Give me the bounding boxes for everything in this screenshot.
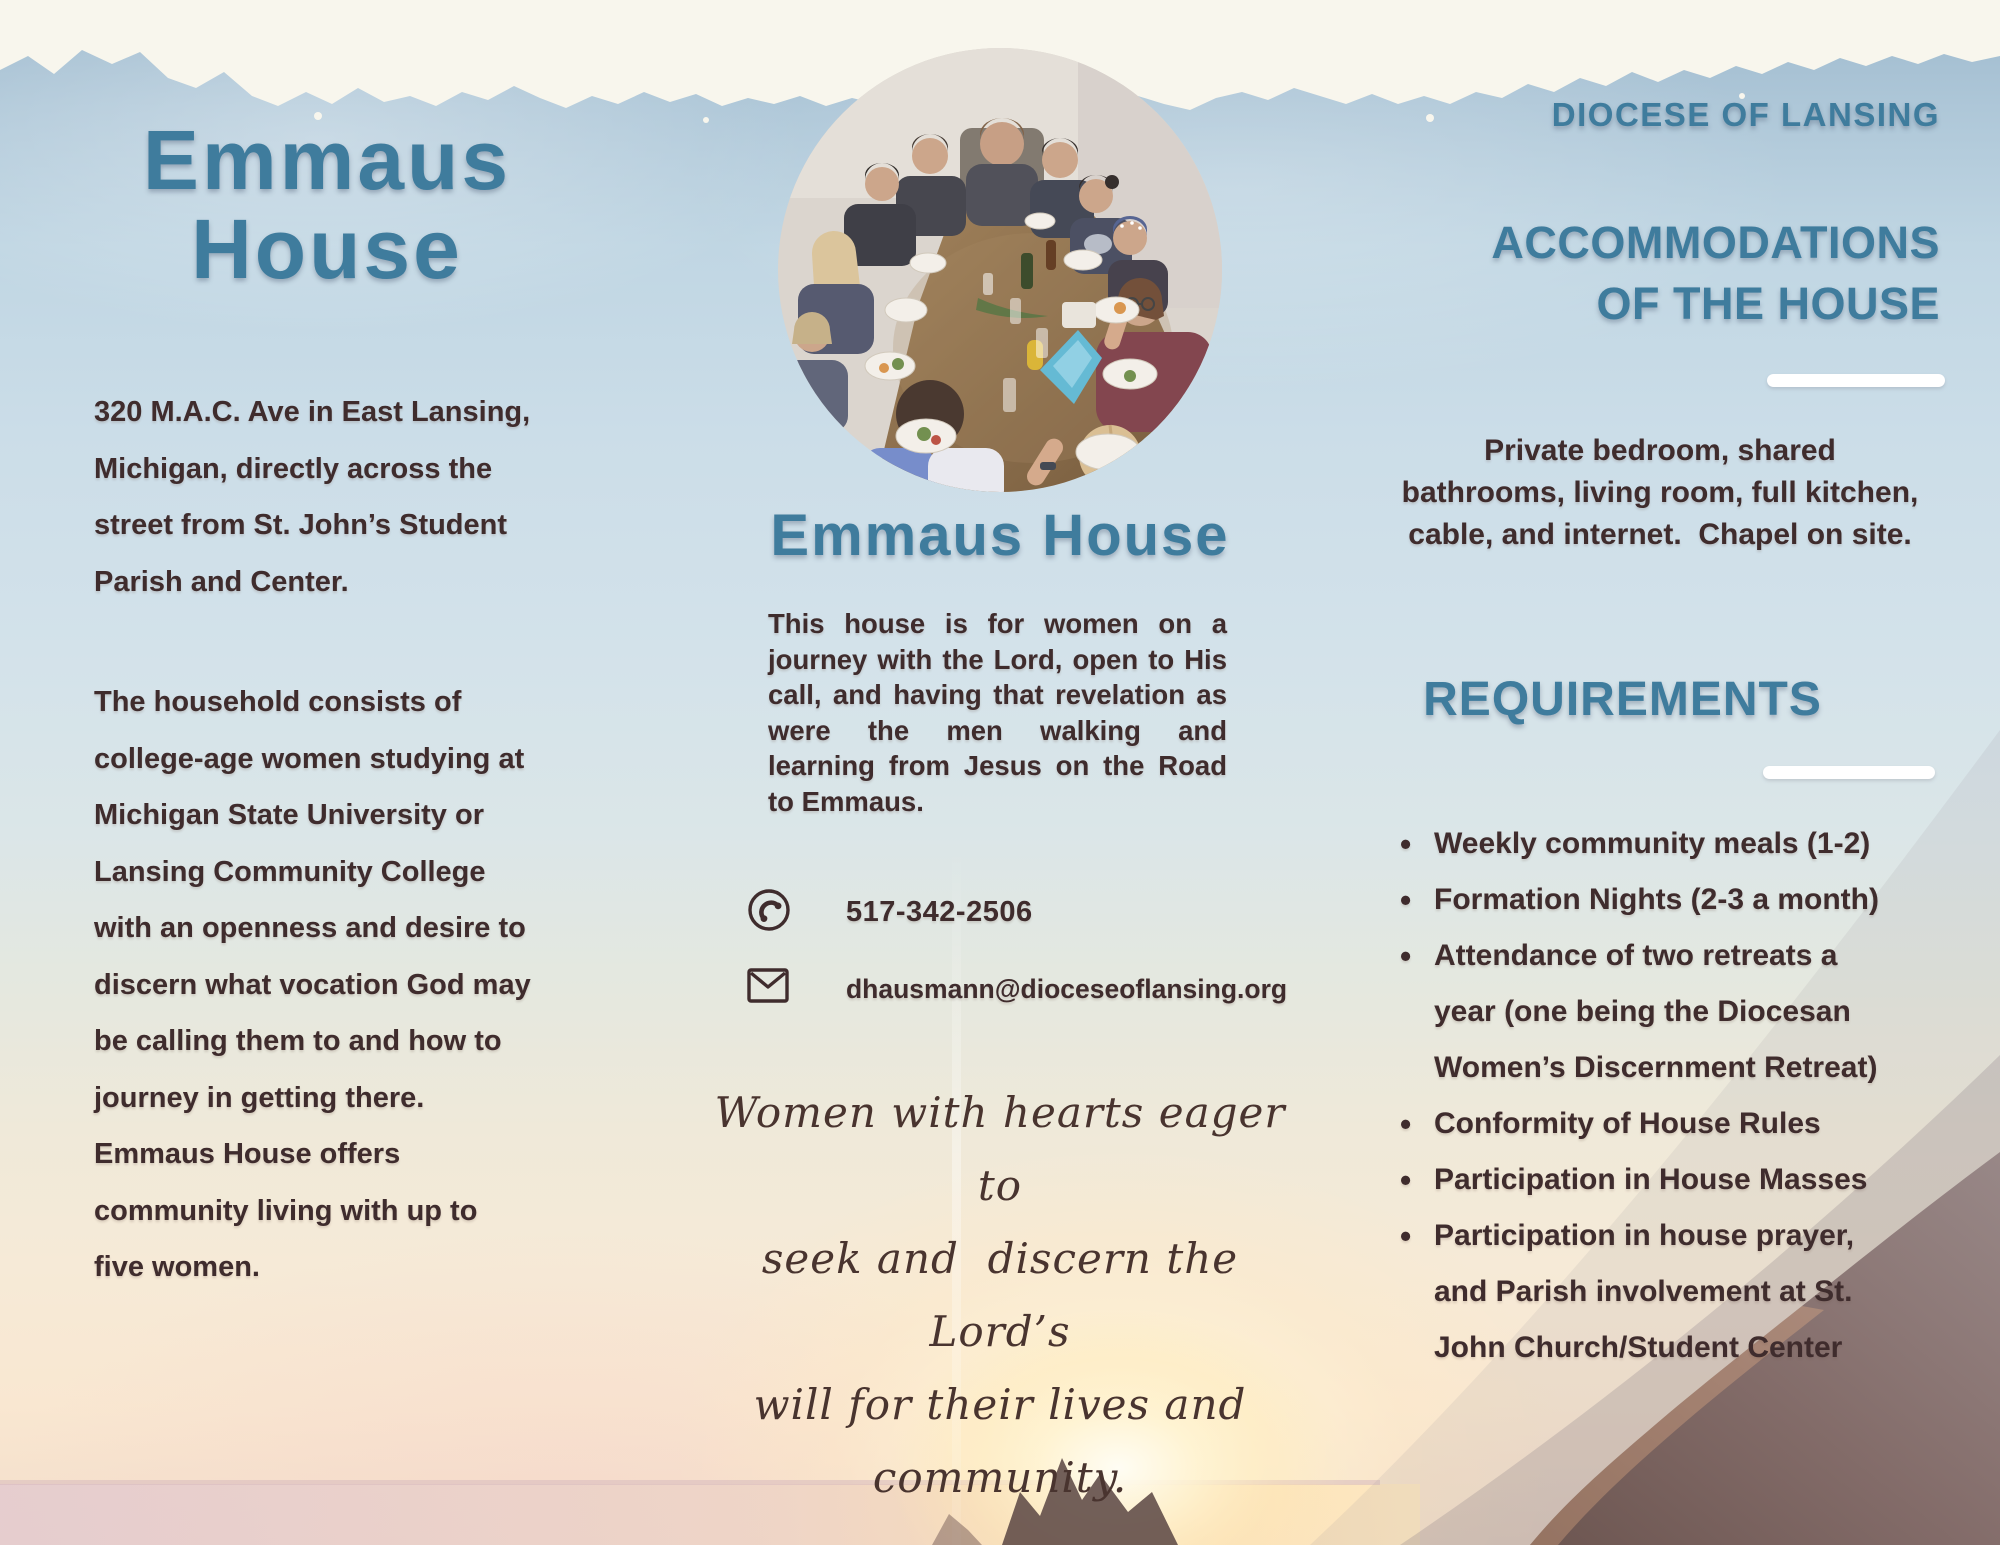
household-line: Emmaus House offers (94, 1138, 401, 1170)
page-title-line: Emmaus (142, 113, 512, 207)
household-line: Lansing Community College (94, 855, 486, 888)
requirement-item: • Formation Nights (2-3 a month) (1392, 872, 1897, 928)
phone-circle-icon (746, 887, 792, 933)
community-dinner-photo-art (778, 48, 1222, 492)
phone-number: 517-342-2506 (846, 896, 1033, 928)
script-quote-line: seek and discern the Lord’s (761, 1234, 1253, 1356)
address-line: Michigan, directly across the (94, 452, 493, 485)
mission-line: This house is for women on a (768, 608, 1227, 639)
mission-line: learning from Jesus on the Road (768, 750, 1227, 782)
divider-requirements (1763, 766, 1935, 779)
accommodations-line: cable, and internet. Chapel on site. (1408, 518, 1912, 551)
email-address: dhausmann@dioceseoflansing.org (846, 974, 1288, 1004)
mission-line: to Emmaus. (768, 785, 924, 817)
script-quote (700, 1076, 1300, 1514)
requirement-item: • Participation in House Masses (1392, 1152, 1897, 1208)
accommodations-line: bathrooms, living room, full kitchen, (1401, 476, 1919, 509)
accommodations-line: Private bedroom, shared (1484, 434, 1836, 467)
requirements-list (1392, 816, 1897, 1376)
address-line: Parish and Center. (94, 565, 349, 598)
requirement-item: • Conformity of House Rules (1392, 1096, 1897, 1152)
mission-line: were the men walking and (768, 714, 1227, 746)
accommodations-heading (1240, 212, 1940, 334)
address-line: 320 M.A.C. Ave in East Lansing, (94, 396, 531, 428)
divider-accommodations (1767, 374, 1945, 387)
mission-paragraph (768, 606, 1227, 820)
household-line: The household consists of (94, 686, 462, 718)
page-title-line: House (191, 202, 463, 296)
mission-line: journey with the Lord, open to His (768, 643, 1227, 675)
accommodations-paragraph (1368, 430, 1952, 556)
household-line: Michigan State University or (94, 799, 484, 831)
household-line: community living with up to (94, 1194, 478, 1227)
household-paragraph (94, 674, 614, 1296)
household-line: college-age women studying at (94, 742, 525, 775)
household-line: journey in getting there. (94, 1081, 425, 1114)
address-line: street from St. John’s Student (94, 509, 508, 541)
envelope-icon (746, 966, 790, 1006)
requirements-heading: REQUIREMENTS (1423, 673, 1822, 726)
diocese-label: DIOCESE OF LANSING (1551, 96, 1940, 133)
script-quote-line: Women with hearts eager to (714, 1088, 1300, 1210)
household-line: discern what vocation God may (94, 968, 531, 1001)
accommodations-heading-line: ACCOMMODATIONS (1491, 217, 1940, 268)
accommodations-heading-line: OF THE HOUSE (1596, 278, 1940, 329)
requirement-item: • Participation in house prayer, and Parish involvement at St. John Church/Student Center (1392, 1208, 1897, 1376)
script-quote-line: will for their lives and (753, 1380, 1247, 1429)
household-line: with an openness and desire to (94, 912, 526, 944)
household-line: be calling them to and how to (94, 1025, 502, 1057)
mission-line: call, and having that revelation as (768, 679, 1227, 711)
center-heading: Emmaus House (770, 503, 1230, 568)
community-dinner-photo (778, 48, 1222, 492)
script-quote-line: community. (872, 1453, 1128, 1502)
household-line: five women. (94, 1251, 260, 1283)
requirement-item: • Attendance of two retreats a year (one being the Diocesan Women’s Discernment Retreat) (1392, 928, 1897, 1096)
page-title (88, 113, 566, 296)
requirement-item: • Weekly community meals (1-2) (1392, 816, 1897, 872)
address-paragraph (94, 384, 614, 610)
